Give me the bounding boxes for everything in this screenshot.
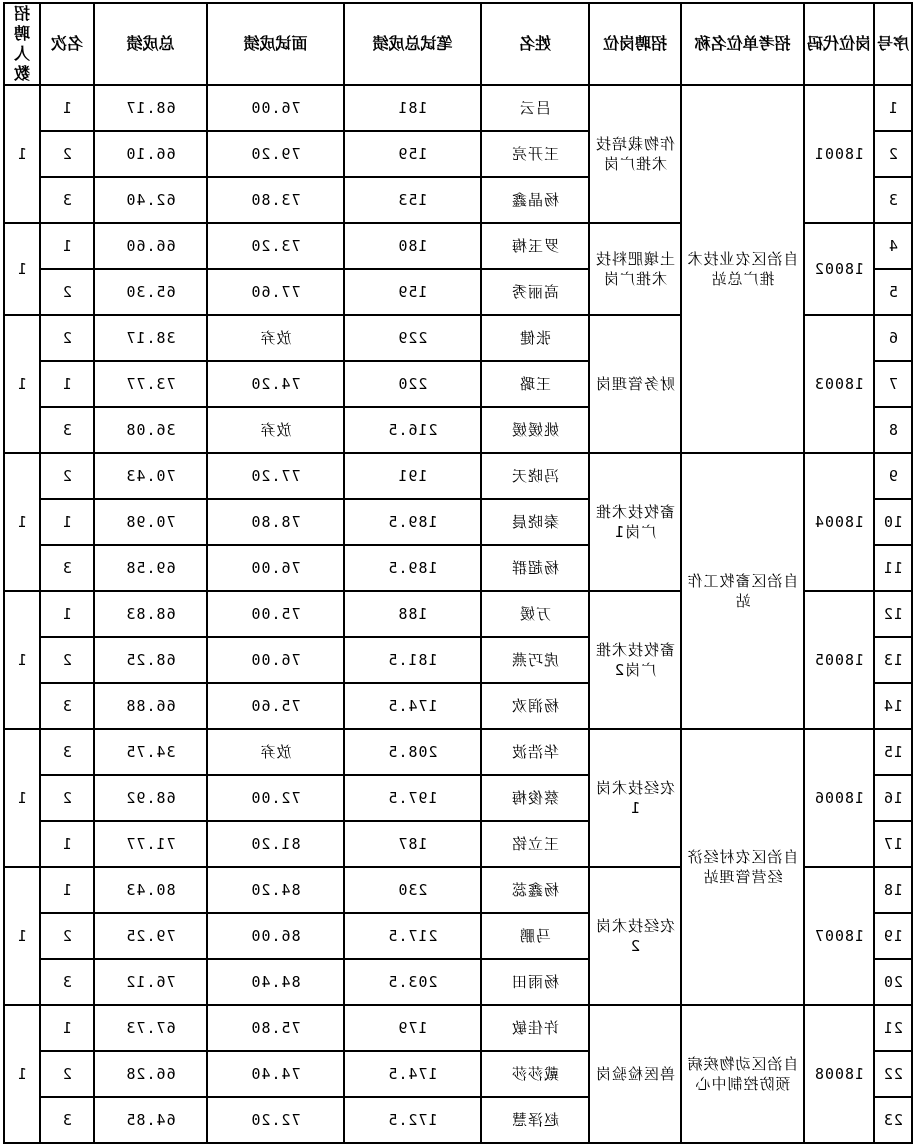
rank-cell: 3 (40, 545, 94, 591)
total-cell: 65.30 (94, 269, 207, 315)
rank-cell: 2 (40, 269, 94, 315)
rank-cell: 3 (40, 407, 94, 453)
written-cell: 172.5 (344, 1097, 481, 1143)
rank-cell: 3 (40, 959, 94, 1005)
interview-cell: 73.20 (207, 223, 344, 269)
position-cell: 畜牧技术推广岗1 (589, 453, 681, 591)
written-cell: 159 (344, 131, 481, 177)
position-cell: 畜牧技术推广岗2 (589, 591, 681, 729)
written-cell: 217.5 (344, 913, 481, 959)
header-name: 姓名 (481, 3, 589, 85)
total-cell: 36.08 (94, 407, 207, 453)
header-written: 笔试总成绩 (344, 3, 481, 85)
interview-cell: 放弃 (207, 315, 344, 361)
interview-cell: 74.40 (207, 1051, 344, 1097)
total-cell: 71.77 (94, 821, 207, 867)
written-cell: 220 (344, 361, 481, 407)
code-cell: 18007 (804, 867, 874, 1005)
rank-cell: 2 (40, 453, 94, 499)
written-cell: 189.5 (344, 499, 481, 545)
seq-cell: 18 (874, 867, 912, 913)
name-cell: 戴莎莎 (481, 1051, 589, 1097)
interview-cell: 76.00 (207, 637, 344, 683)
seq-cell: 14 (874, 683, 912, 729)
header-hires: 招聘人数 (4, 3, 40, 85)
seq-cell: 12 (874, 591, 912, 637)
name-cell: 张健 (481, 315, 589, 361)
total-cell: 76.12 (94, 959, 207, 1005)
hires-cell: 1 (4, 85, 40, 223)
interview-cell: 75.00 (207, 591, 344, 637)
name-cell: 王立铭 (481, 821, 589, 867)
rank-cell: 1 (40, 1005, 94, 1051)
position-cell: 作物栽培技术推广岗 (589, 85, 681, 223)
seq-cell: 19 (874, 913, 912, 959)
header-row (4, 3, 912, 85)
hires-cell: 1 (4, 729, 40, 867)
rank-cell: 3 (40, 177, 94, 223)
name-cell: 蔡俊梅 (481, 775, 589, 821)
seq-cell: 9 (874, 453, 912, 499)
written-cell: 229 (344, 315, 481, 361)
written-cell: 187 (344, 821, 481, 867)
total-cell: 68.92 (94, 775, 207, 821)
name-cell: 杨超群 (481, 545, 589, 591)
table-row (4, 453, 912, 499)
unit-cell: 自治区动物疾病预防控制中心 (681, 1005, 804, 1143)
hires-cell: 1 (4, 1005, 40, 1143)
rank-cell: 2 (40, 775, 94, 821)
position-cell: 土壤肥料技术推广岗 (589, 223, 681, 315)
seq-cell: 22 (874, 1051, 912, 1097)
name-cell: 高丽秀 (481, 269, 589, 315)
written-cell: 174.5 (344, 1051, 481, 1097)
rank-cell: 2 (40, 1051, 94, 1097)
written-cell: 159 (344, 269, 481, 315)
name-cell: 姚媛媛 (481, 407, 589, 453)
seq-cell: 13 (874, 637, 912, 683)
table-row (4, 85, 912, 131)
rank-cell: 1 (40, 867, 94, 913)
name-cell: 赵泽慧 (481, 1097, 589, 1143)
written-cell: 216.5 (344, 407, 481, 453)
interview-cell: 77.20 (207, 453, 344, 499)
written-cell: 230 (344, 867, 481, 913)
seq-cell: 21 (874, 1005, 912, 1051)
hires-cell: 1 (4, 315, 40, 453)
written-cell: 188 (344, 591, 481, 637)
rank-cell: 2 (40, 913, 94, 959)
total-cell: 66.10 (94, 131, 207, 177)
name-cell: 王璐 (481, 361, 589, 407)
interview-cell: 84.40 (207, 959, 344, 1005)
header-seq: 序号 (874, 3, 912, 85)
seq-cell: 15 (874, 729, 912, 775)
hires-cell: 1 (4, 223, 40, 315)
name-cell: 华浩波 (481, 729, 589, 775)
interview-cell: 73.80 (207, 177, 344, 223)
total-cell: 34.75 (94, 729, 207, 775)
unit-cell: 自治区畜牧工作站 (681, 453, 804, 729)
written-cell: 174.5 (344, 683, 481, 729)
seq-cell: 6 (874, 315, 912, 361)
table-row (4, 729, 912, 775)
written-cell: 181 (344, 85, 481, 131)
seq-cell: 23 (874, 1097, 912, 1143)
total-cell: 66.28 (94, 1051, 207, 1097)
written-cell: 153 (344, 177, 481, 223)
position-cell: 农经技术岗1 (589, 729, 681, 867)
name-cell: 吕云 (481, 85, 589, 131)
rank-cell: 2 (40, 315, 94, 361)
total-cell: 66.60 (94, 223, 207, 269)
interview-cell: 84.20 (207, 867, 344, 913)
header-code: 岗位代码 (804, 3, 874, 85)
interview-cell: 76.00 (207, 85, 344, 131)
name-cell: 秦晓晨 (481, 499, 589, 545)
interview-cell: 72.20 (207, 1097, 344, 1143)
written-cell: 191 (344, 453, 481, 499)
position-cell: 农经技术岗2 (589, 867, 681, 1005)
table-row (4, 1005, 912, 1051)
name-cell: 杨雨田 (481, 959, 589, 1005)
total-cell: 68.17 (94, 85, 207, 131)
name-cell: 王开亮 (481, 131, 589, 177)
header-rank: 名次 (40, 3, 94, 85)
total-cell: 80.43 (94, 867, 207, 913)
seq-cell: 20 (874, 959, 912, 1005)
total-cell: 68.25 (94, 637, 207, 683)
code-cell: 18001 (804, 85, 874, 223)
seq-cell: 17 (874, 821, 912, 867)
hires-cell: 1 (4, 867, 40, 1005)
written-cell: 203.5 (344, 959, 481, 1005)
seq-cell: 2 (874, 131, 912, 177)
code-cell: 18002 (804, 223, 874, 315)
unit-cell: 自治区农业技术推广总站 (681, 85, 804, 453)
interview-cell: 75.60 (207, 683, 344, 729)
name-cell: 万媛 (481, 591, 589, 637)
interview-cell: 77.60 (207, 269, 344, 315)
name-cell: 杨鑫蕊 (481, 867, 589, 913)
rank-cell: 1 (40, 361, 94, 407)
rank-cell: 3 (40, 729, 94, 775)
position-cell: 财务管理岗 (589, 315, 681, 453)
rank-cell: 3 (40, 683, 94, 729)
name-cell: 虎巧燕 (481, 637, 589, 683)
interview-cell: 放弃 (207, 729, 344, 775)
seq-cell: 16 (874, 775, 912, 821)
interview-cell: 86.00 (207, 913, 344, 959)
rank-cell: 1 (40, 821, 94, 867)
total-cell: 66.88 (94, 683, 207, 729)
name-cell: 冯晓天 (481, 453, 589, 499)
written-cell: 189.5 (344, 545, 481, 591)
rank-cell: 1 (40, 591, 94, 637)
code-cell: 18006 (804, 729, 874, 867)
total-cell: 79.25 (94, 913, 207, 959)
name-cell: 杨晶鑫 (481, 177, 589, 223)
interview-cell: 75.80 (207, 1005, 344, 1051)
rank-cell: 2 (40, 131, 94, 177)
interview-cell: 放弃 (207, 407, 344, 453)
total-cell: 38.17 (94, 315, 207, 361)
written-cell: 179 (344, 1005, 481, 1051)
total-cell: 64.85 (94, 1097, 207, 1143)
hires-cell: 1 (4, 591, 40, 729)
seq-cell: 5 (874, 269, 912, 315)
total-cell: 68.83 (94, 591, 207, 637)
written-cell: 181.5 (344, 637, 481, 683)
interview-cell: 81.20 (207, 821, 344, 867)
hires-cell: 1 (4, 453, 40, 591)
code-cell: 18008 (804, 1005, 874, 1143)
seq-cell: 7 (874, 361, 912, 407)
interview-cell: 76.00 (207, 545, 344, 591)
header-total: 总成绩 (94, 3, 207, 85)
header-unit: 招考单位名称 (681, 3, 804, 85)
position-cell: 兽医检验岗 (589, 1005, 681, 1143)
seq-cell: 1 (874, 85, 912, 131)
name-cell: 杨润欢 (481, 683, 589, 729)
name-cell: 许佳敏 (481, 1005, 589, 1051)
interview-cell: 78.80 (207, 499, 344, 545)
rank-cell: 3 (40, 1097, 94, 1143)
total-cell: 67.73 (94, 1005, 207, 1051)
code-cell: 18005 (804, 591, 874, 729)
total-cell: 62.40 (94, 177, 207, 223)
rank-cell: 1 (40, 223, 94, 269)
rank-cell: 2 (40, 637, 94, 683)
interview-cell: 74.20 (207, 361, 344, 407)
seq-cell: 3 (874, 177, 912, 223)
total-cell: 69.58 (94, 545, 207, 591)
rank-cell: 1 (40, 85, 94, 131)
interview-cell: 79.20 (207, 131, 344, 177)
written-cell: 197.5 (344, 775, 481, 821)
total-cell: 70.43 (94, 453, 207, 499)
code-cell: 18004 (804, 453, 874, 591)
seq-cell: 4 (874, 223, 912, 269)
interview-cell: 72.00 (207, 775, 344, 821)
written-cell: 208.5 (344, 729, 481, 775)
seq-cell: 10 (874, 499, 912, 545)
code-cell: 18003 (804, 315, 874, 453)
name-cell: 马鹏 (481, 913, 589, 959)
total-cell: 70.98 (94, 499, 207, 545)
unit-cell: 自治区农村经济经营管理站 (681, 729, 804, 1005)
header-position: 招聘岗位 (589, 3, 681, 85)
score-table (3, 2, 913, 1144)
seq-cell: 11 (874, 545, 912, 591)
written-cell: 180 (344, 223, 481, 269)
header-interview: 面试成绩 (207, 3, 344, 85)
name-cell: 罗玉梅 (481, 223, 589, 269)
seq-cell: 8 (874, 407, 912, 453)
rank-cell: 1 (40, 499, 94, 545)
total-cell: 73.77 (94, 361, 207, 407)
